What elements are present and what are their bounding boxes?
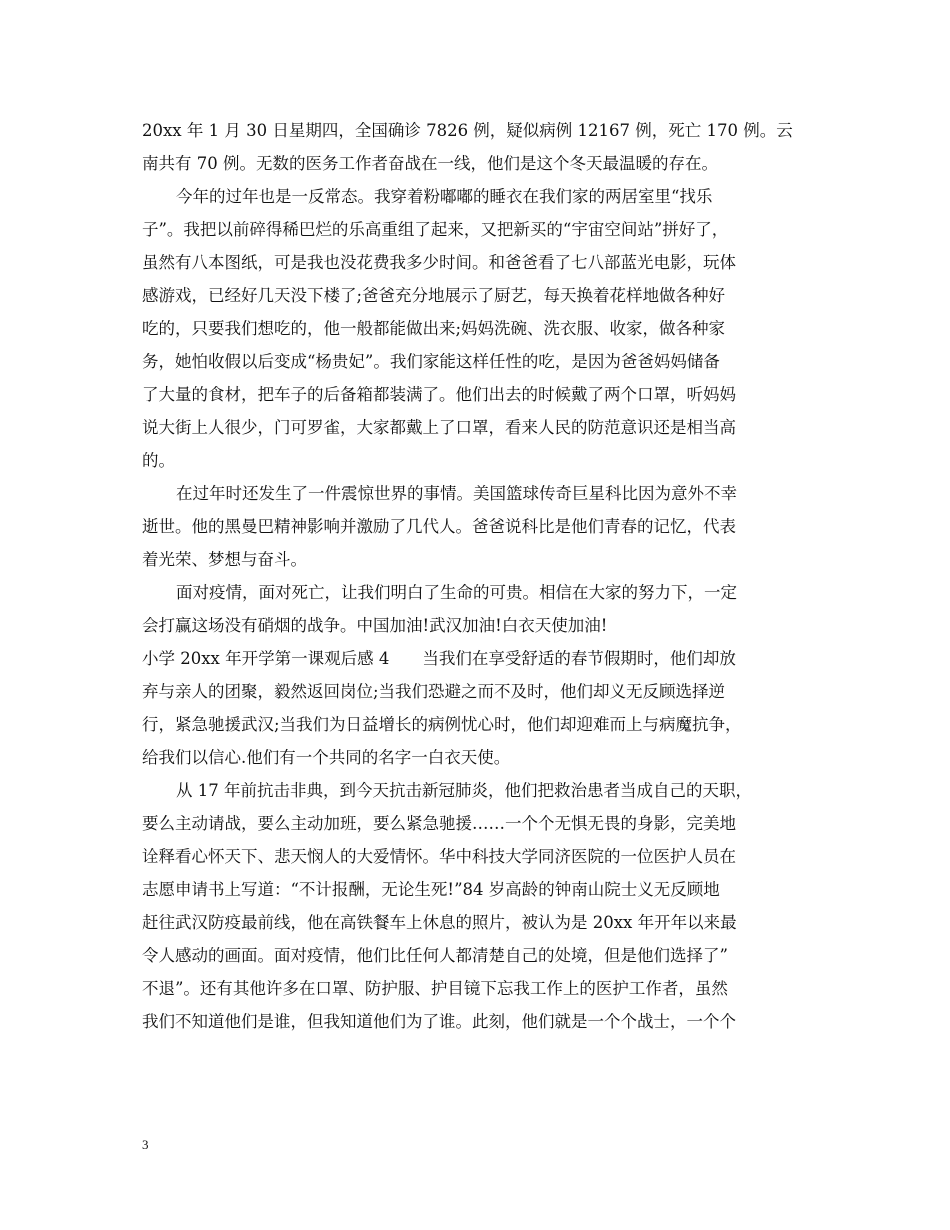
text-line: 20xx 年 1 月 30 日星期四，全国确诊 7826 例，疑似病例 12167 例，死亡 170 例。云: [142, 121, 793, 140]
text-line: 诠释看心怀天下、悲天悯人的大爱情怀。华中科技大学同济医院的一位医护人员在: [142, 847, 736, 866]
text-line: 令人感动的画面。面对疫情，他们比任何人都清楚自己的处境，但是他们选择了”: [142, 946, 728, 965]
text-line: 吃的，只要我们想吃的，他一般都能做出来;妈妈洗碗、洗衣服、收家，做各种家: [142, 319, 726, 338]
text-line: 行，紧急驰援武汉;当我们为日益增长的病例忧心时，他们却迎难而上与病魔抗争，: [142, 715, 742, 734]
section-heading-line: 小学 20xx 年开学第一课观后感 4 当我们在享受舒适的春节假期时，他们却放: [142, 649, 736, 668]
text-line: 逝世。他的黑曼巴精神影响并激励了几代人。爸爸说科比是他们青春的记忆，代表: [142, 517, 736, 536]
text-line: 志愿申请书上写道：“不计报酬，无论生死!”84 岁高龄的钟南山院士义无反顾地: [142, 880, 720, 899]
text-line: 着光荣、梦想与奋斗。: [142, 550, 307, 569]
text-line: 赶往武汉防疫最前线，他在高铁餐车上休息的照片，被认为是 20xx 年开年以来最: [142, 913, 737, 932]
text-line: 不退”。还有其他许多在口罩、防护服、护目镜下忘我工作上的医护工作者，虽然: [142, 979, 728, 998]
text-line: 我们不知道他们是谁，但我知道他们为了谁。此刻，他们就是一个个战士，一个个: [142, 1012, 736, 1031]
text-line: 子”。我把以前碎得稀巴烂的乐高重组了起来，又把新买的“宇宙空间站”拼好了，: [142, 220, 729, 239]
text-line: 给我们以信心.他们有一个共同的名字一白衣天使。: [142, 748, 511, 767]
text-line: 弃与亲人的团聚，毅然返回岗位;当我们恐避之而不及时，他们却义无反顾选择逆: [142, 682, 726, 701]
text-line: 虽然有八本图纸，可是我也没花费我多少时间。和爸爸看了七八部蓝光电影，玩体: [142, 253, 736, 272]
document-body: [142, 114, 826, 1038]
page-number: 3: [142, 1137, 149, 1152]
text-line: 南共有 70 例。无数的医务工作者奋战在一线，他们是这个冬天最温暖的存在。: [142, 154, 718, 173]
text-line: 了大量的食材，把车子的后备箱都装满了。他们出去的时候戴了两个口罩，听妈妈: [142, 385, 736, 404]
text-line: 在过年时还发生了一件震惊世界的事情。美国篮球传奇巨星科比因为意外不幸: [176, 484, 737, 503]
text-line: 的。: [142, 451, 175, 470]
text-line: 面对疫情，面对死亡，让我们明白了生命的可贵。相信在大家的努力下，一定: [176, 583, 737, 602]
text-line: 今年的过年也是一反常态。我穿着粉嘟嘟的睡衣在我们家的两居室里“找乐: [176, 187, 713, 206]
text-line: 从 17 年前抗击非典，到今天抗击新冠肺炎，他们把救治患者当成自己的天职，: [176, 781, 752, 800]
text-line: 说大街上人很少，门可罗雀，大家都戴上了口罩，看来人民的防范意识还是相当高: [142, 418, 736, 437]
text-line: 要么主动请战，要么主动加班，要么紧急驰援……一个个无惧无畏的身影，完美地: [142, 814, 736, 833]
text-line: 感游戏，已经好几天没下楼了;爸爸充分地展示了厨艺，每天换着花样地做各种好: [142, 286, 726, 305]
text-line: 务，她怕收假以后变成“杨贵妃”。我们家能这样任性的吃，是因为爸爸妈妈储备: [142, 352, 720, 371]
text-line: 会打赢这场没有硝烟的战争。中国加油!武汉加油!白衣天使加油!: [142, 616, 608, 635]
